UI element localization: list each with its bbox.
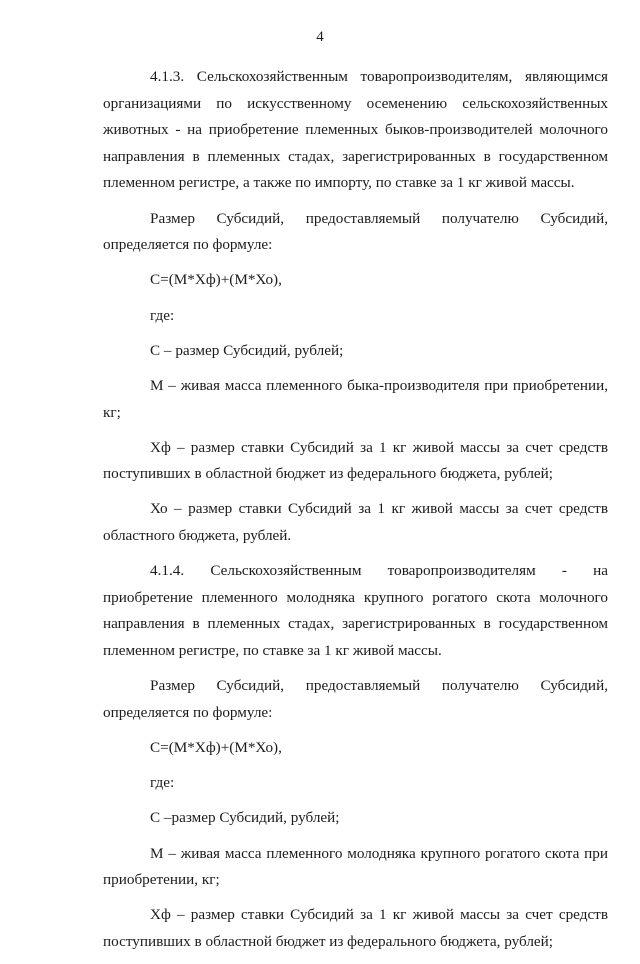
- paragraph: [103, 435, 608, 488]
- paragraph: [103, 902, 608, 955]
- paragraph: [103, 558, 608, 664]
- paragraph-first-line: Размер Субсидий, предоставляемый получателю Субсидий,: [150, 677, 608, 695]
- paragraph-continuation: поступивших в областной бюджет из федерального бюджета, рублей;: [103, 932, 553, 950]
- paragraph-continuation: областного бюджета, рублей.: [103, 527, 292, 545]
- document-body: [103, 64, 608, 964]
- paragraph: [103, 496, 608, 549]
- paragraph-first-line: 4.1.4. Сельскохозяйственным товаропроизводителям - на: [150, 562, 608, 580]
- paragraph: [103, 841, 608, 894]
- paragraph-first-line: Хф – размер ставки Субсидий за 1 кг живой массы за счет средств: [150, 906, 608, 924]
- text-line: С –размер Субсидий, рублей;: [150, 809, 340, 827]
- text-line: С=(М*Хф)+(М*Хо),: [150, 271, 282, 289]
- paragraph-continuation: организациями по искусственному осеменению сельскохозяйственных животных - на приобретение племенных быков-производителей молочного направления в племенных стадах, зарегистрированных в государственном племенном регистре, а также по импорту, по ставке за 1 кг живой массы.: [103, 94, 608, 192]
- paragraph: [103, 206, 608, 259]
- paragraph-continuation: определяется по формуле:: [103, 236, 273, 254]
- paragraph: [103, 373, 608, 426]
- paragraph-continuation: приобретение племенного молодняка крупного рогатого скота молочного направления в племенных стадах, зарегистрированных в государственном племенном регистре, по ставке за 1 кг живой массы.: [103, 588, 608, 660]
- paragraph-first-line: 4.1.3. Сельскохозяйственным товаропроизводителям, являющимся: [150, 68, 608, 85]
- paragraph: [103, 673, 608, 726]
- paragraph-continuation: поступивших в областной бюджет из федерального бюджета, рублей;: [103, 465, 553, 483]
- text-line: где:: [150, 774, 175, 792]
- page-number: 4: [316, 29, 324, 45]
- paragraph: [103, 64, 608, 197]
- paragraph-first-line: Хф – размер ставки Субсидий за 1 кг живой массы за счет средств: [150, 438, 608, 456]
- paragraph-first-line: М – живая масса племенного молодняка крупного рогатого скота при: [150, 844, 608, 862]
- text-line: С – размер Субсидий, рублей;: [150, 341, 344, 359]
- text-line: где:: [150, 306, 175, 324]
- paragraph-first-line: Хо – размер ставки Субсидий за 1 кг живой массы за счет средств: [150, 500, 608, 518]
- paragraph-continuation: кг;: [103, 403, 121, 421]
- paragraph-continuation: приобретении, кг;: [103, 871, 220, 889]
- paragraph-first-line: М – живая масса племенного быка-производителя при приобретении,: [150, 376, 608, 394]
- paragraph-continuation: определяется по формуле:: [103, 703, 273, 721]
- text-line: С=(М*Хф)+(М*Хо),: [150, 739, 282, 756]
- paragraph-first-line: Размер Субсидий, предоставляемый получателю Субсидий,: [150, 209, 608, 227]
